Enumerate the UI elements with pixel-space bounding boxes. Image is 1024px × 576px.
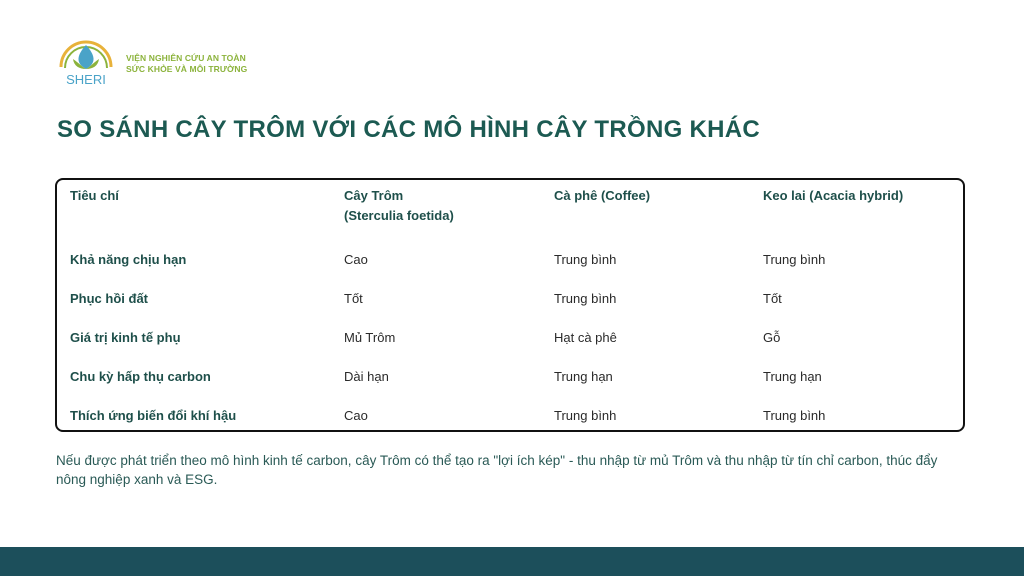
table-cell (554, 248, 763, 287)
cell-text: Trung bình (763, 408, 826, 423)
table-cell (554, 326, 763, 365)
cell-text: Giá trị kinh tế phụ (70, 330, 181, 345)
cell-text: Dài hạn (344, 369, 389, 384)
cell-text: Thích ứng biến đổi khí hậu (70, 408, 237, 423)
header-cay-trom-scientific: (Sterculia foetida) (344, 208, 454, 223)
table-row (70, 326, 963, 365)
cell-text: Trung hạn (763, 369, 822, 384)
org-name-line1: VIỆN NGHIÊN CỨU AN TOÀN (126, 53, 246, 63)
table-cell (554, 365, 763, 404)
org-name (126, 53, 247, 75)
cell-text: Chu kỳ hấp thụ carbon (70, 369, 211, 384)
cell-text: Mủ Trôm (344, 330, 396, 345)
comparison-table-box (55, 178, 965, 432)
comparison-table (70, 186, 963, 443)
cell-text: Cao (344, 252, 368, 267)
cell-text: Tốt (763, 291, 782, 306)
criteria-cell (70, 404, 344, 443)
table-cell (763, 287, 963, 326)
cell-text: Gỗ (763, 330, 781, 345)
table-cell (344, 287, 554, 326)
cell-text: Trung hạn (554, 369, 613, 384)
table-row (70, 404, 963, 443)
criteria-cell (70, 326, 344, 365)
cell-text: Trung bình (554, 252, 617, 267)
cell-text: Cao (344, 408, 368, 423)
cell-text: Khả năng chịu hạn (70, 252, 187, 267)
header-coffee: Cà phê (Coffee) (554, 188, 651, 203)
footer-bar (0, 547, 1024, 576)
table-cell (344, 248, 554, 287)
header-cay-trom-name: Cây Trôm (344, 188, 404, 203)
criteria-cell (70, 248, 344, 287)
cell-text: Trung bình (763, 252, 826, 267)
table-cell (763, 248, 963, 287)
table-cell (763, 326, 963, 365)
cell-text: Trung bình (554, 291, 617, 306)
table-header-row (70, 186, 963, 248)
org-name-line2: SỨC KHỎE VÀ MÔI TRƯỜNG (126, 64, 248, 74)
page-title: SO SÁNH CÂY TRÔM VỚI CÁC MÔ HÌNH CÂY TRỒNG KHÁC (57, 116, 761, 143)
table-row (70, 248, 963, 287)
header-acacia: Keo lai (Acacia hybrid) (763, 188, 904, 203)
table-cell (554, 404, 763, 443)
summary-note: Nếu được phát triển theo mô hình kinh tế carbon, cây Trôm có thể tạo ra "lợi ích kép" - thu nhập từ mủ Trôm và thu nhập từ tín chỉ carbon, thúc đẩy nông nghiệp xanh và ESG. (56, 453, 938, 487)
criteria-cell (70, 287, 344, 326)
table-row (70, 365, 963, 404)
table-cell (344, 326, 554, 365)
criteria-cell (70, 365, 344, 404)
table-cell (344, 404, 554, 443)
header-criteria: Tiêu chí (70, 188, 119, 203)
table-cell (554, 287, 763, 326)
logo (55, 37, 117, 87)
logo-text: SHERI (66, 72, 106, 87)
header-cay-trom (344, 186, 554, 248)
table-cell (344, 365, 554, 404)
cell-text: Trung bình (554, 408, 617, 423)
cell-text: Hạt cà phê (554, 330, 617, 345)
cell-text: Phục hồi đất (70, 291, 148, 306)
table-cell (763, 365, 963, 404)
table-row (70, 287, 963, 326)
table-cell (763, 404, 963, 443)
cell-text: Tốt (344, 291, 363, 306)
